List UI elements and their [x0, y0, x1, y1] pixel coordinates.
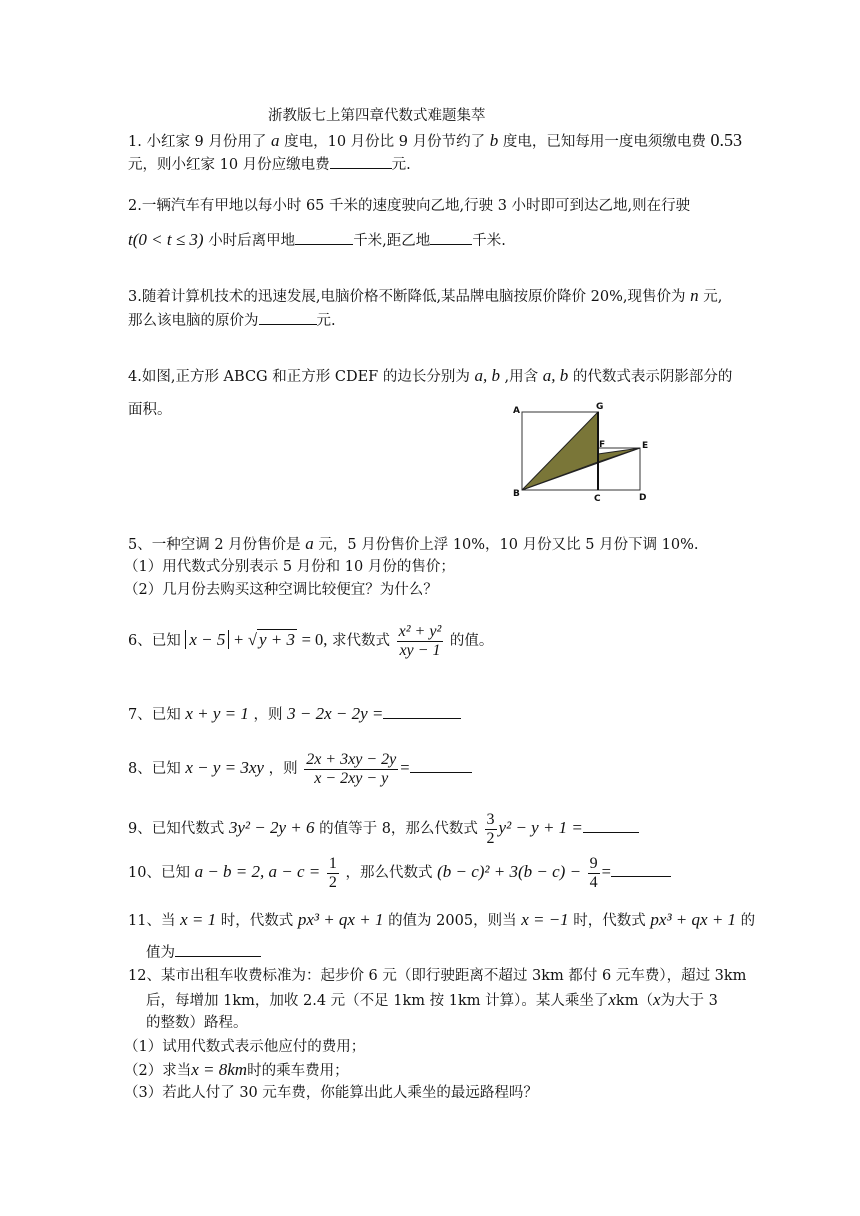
- q12-line1: 12、某市出租车收费标准为：起步价 6 元（即行驶距离不超过 3km 都付 6 元车费），超过 3km: [128, 968, 747, 984]
- label-a: A: [513, 406, 520, 416]
- q11-line2: 值为: [146, 942, 261, 963]
- answer-blank[interactable]: [330, 154, 392, 169]
- q1-line1: 1. 小红家 9 月份用了 a 度电，10 月份比 9 月份节约了 b 度电，已知每用一度电须缴电费 0.53: [128, 130, 742, 150]
- answer-blank[interactable]: [583, 818, 639, 833]
- answer-blank[interactable]: [295, 230, 353, 245]
- q9-line: 9、已知代数式 3y² − 2y + 6 的值等于 8，那么代数式 $\frac{3}{2}$ y² − y + 1 =: [128, 808, 639, 849]
- q4-line2: 面积。: [128, 402, 172, 418]
- q7-line: 7、已知 x + y = 1 ，则 3 − 2x − 2y =: [128, 704, 461, 725]
- shaded-region: [522, 412, 598, 490]
- q12-line2: 后，每增加 1km，加收 2.4 元（不足 1km 按 1km 计算）。某人乘坐了xkm（x为大于 3: [146, 990, 718, 1009]
- q5-line1: 5、一种空调 2 月份售价是 a 元，5 月份售价上浮 10%，10 月份又比 5 月份下调 10%.: [128, 534, 699, 553]
- q8-fraction: $\frac{2x + 3xy - 2y}{x - 2xy - y}$: [306, 750, 397, 787]
- q3-line2: 那么该电脑的原价为 元.: [128, 310, 336, 331]
- q11-line1: 11、当 x = 1 时，代数式 px³ + qx + 1 的值为 2005，则当 x = −1 时，代数式 px³ + qx + 1 的: [128, 910, 756, 929]
- answer-blank[interactable]: [259, 310, 317, 325]
- q12-part2: （2）求当x = 8km时的乘车费用；: [124, 1060, 349, 1079]
- answer-blank[interactable]: [410, 758, 472, 773]
- answer-blank[interactable]: [175, 942, 261, 957]
- q12-part3: （3）若此人付了 30 元车费，你能算出此人乘坐的最远路程吗？: [124, 1085, 538, 1101]
- q4-line1: 4.如图,正方形 ABCG 和正方形 CDEF 的边长分别为 a, b ,用含 a, b 的代数式表示阴影部分的: [128, 366, 733, 385]
- answer-blank[interactable]: [430, 230, 472, 245]
- label-d: D: [639, 493, 647, 503]
- q10-line: 10、已知 a − b = 2, a − c = $\frac{1}{2}$ ，那么代数式 (b − c)² + 3(b − c) − $\frac{9}{4}$ =: [128, 852, 671, 893]
- q12-part1: （1）试用代数式表示他应付的费用；: [124, 1039, 366, 1055]
- squares-figure: [505, 400, 655, 505]
- q12-line3: 的整数）路程。: [146, 1015, 248, 1031]
- q5-part1: （1）用代数式分别表示 5 月份和 10 月份的售价；: [124, 559, 455, 575]
- answer-blank[interactable]: [611, 862, 671, 877]
- label-e: E: [642, 441, 649, 451]
- q9-fraction: $\frac{3}{2}$: [486, 810, 495, 847]
- q10-fraction-2: $\frac{9}{4}$: [589, 854, 598, 891]
- q1-line2: 元，则小红家 10 月份应缴电费 元.: [128, 154, 411, 175]
- label-f: F: [599, 440, 606, 450]
- q2-line1: 2.一辆汽车有甲地以每小时 65 千米的速度驶向乙地,行驶 3 小时即可到达乙地,则在行驶: [128, 198, 691, 214]
- label-c: C: [594, 494, 601, 504]
- q2-line2: t(0 < t ≤ 3) 小时后离甲地 千米,距乙地 千米.: [128, 230, 506, 249]
- q5-part2: （2）几月份去购买这种空调比较便宜？为什么？: [124, 582, 438, 598]
- q10-fraction-1: $\frac{1}{2}$: [328, 854, 337, 891]
- document-title: 浙教版七上第四章代数式难题集萃: [268, 108, 486, 124]
- label-g: G: [596, 402, 604, 412]
- label-b: B: [513, 489, 520, 499]
- q6-line: 6、已知 x − 5 + √ y + 3 = 0, 求代数式 $\frac{\text{x² + y²}}{xy - 1}$ 的值。: [128, 622, 494, 659]
- answer-blank[interactable]: [383, 704, 461, 719]
- q8-line: 8、已知 x − y = 3xy ，则 $\frac{2x + 3xy - 2y}{x - 2xy - y}$ =: [128, 748, 472, 789]
- q6-fraction: $\frac{\text{x² + y²}}{xy - 1}$: [398, 622, 442, 659]
- q3-line1: 3.随着计算机技术的迅速发展,电脑价格不断降低,某品牌电脑按原价降价 20%,现售价为 n 元,: [128, 286, 723, 305]
